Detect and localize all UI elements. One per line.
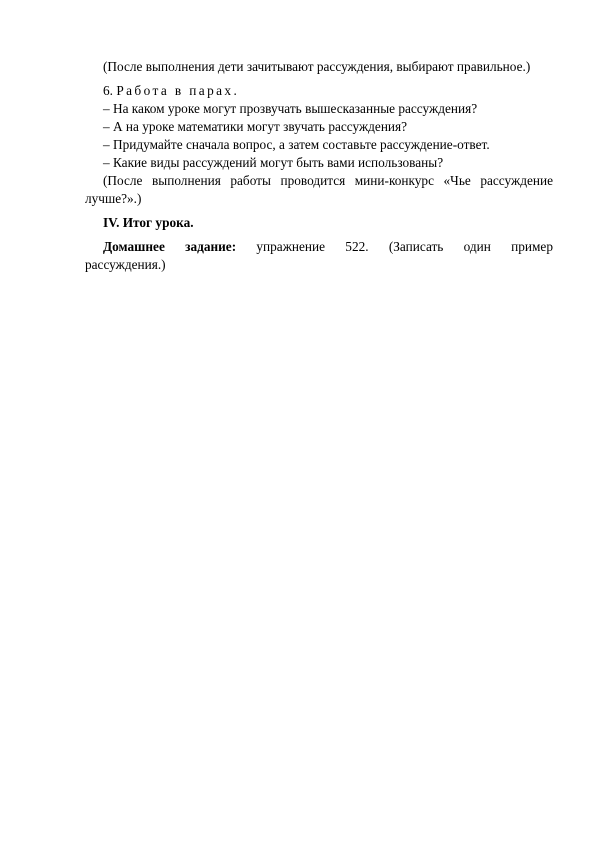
homework-line [85,238,553,256]
homework-word: один [463,239,491,254]
question-item: – Придумайте сначала вопрос, а затем составьте рассуждение-ответ. [103,137,490,152]
pair-work-title: Работа в парах. [116,83,240,98]
homework-word: Домашнее [103,239,165,254]
homework-word: задание: [185,239,237,254]
homework-word: упражнение [256,239,326,254]
homework-continuation: рассуждения.) [85,257,166,272]
paragraph-after-execution: (После выполнения дети зачитывают рассуждения, выбирают правильное.) [103,59,531,74]
pair-work-heading [85,82,553,100]
homework-word: 522. [345,239,369,254]
question-item: – А на уроке математики могут звучать рассуждения? [103,119,408,134]
contest-note: (После выполнения работы проводится мини-конкурс «Чье рассуждение лучше?».) [85,173,553,206]
homework-word: (Записать [388,239,444,254]
question-item: – Какие виды рассуждений могут быть вами использованы? [103,155,444,170]
summary-heading: IV. Итог урока. [103,215,194,230]
pair-work-number: 6. [103,83,113,98]
homework-word: пример [511,239,553,254]
document-body [85,58,553,274]
question-item: – На каком уроке могут прозвучать вышесказанные рассуждения? [103,101,478,116]
